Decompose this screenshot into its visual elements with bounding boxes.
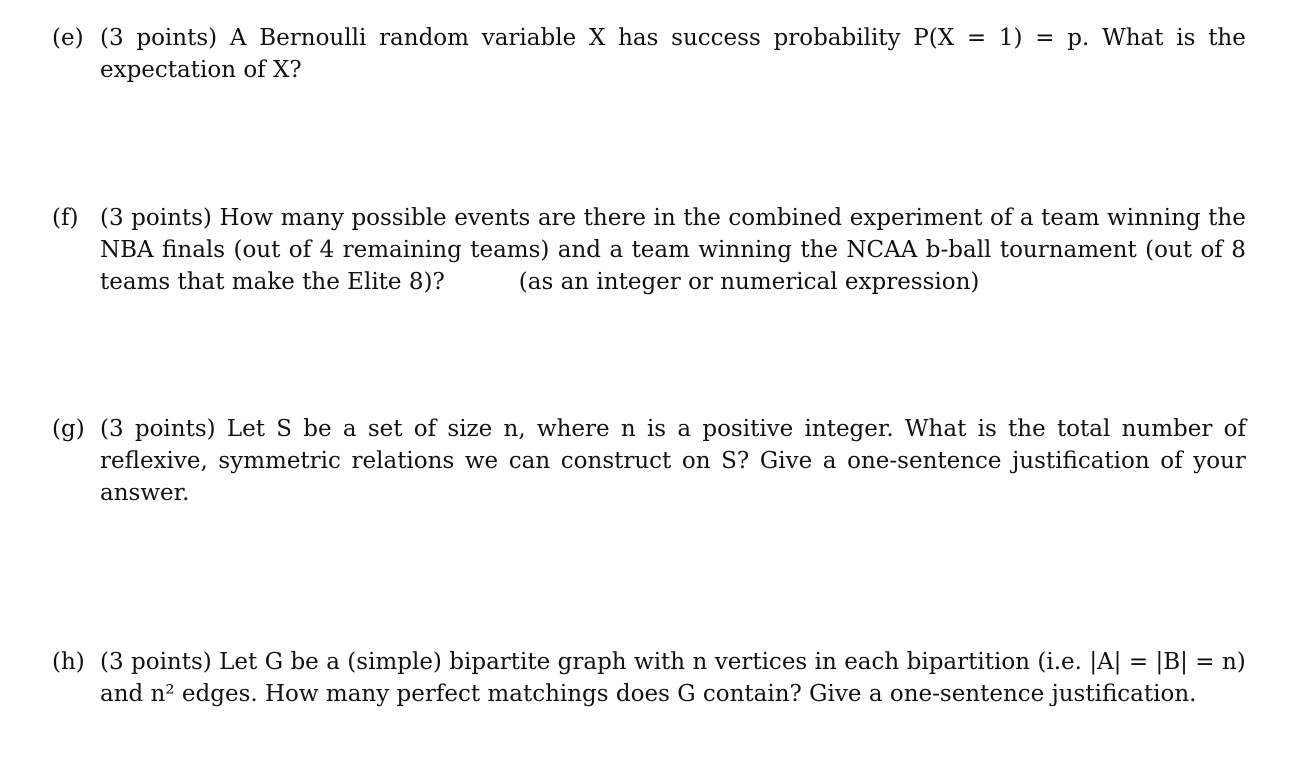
problem-line: NBA finals (out of 4 remaining teams) and a team winning the NCAA b-ball tournament (out of 8 — [100, 237, 1246, 263]
problem-g — [52, 413, 1246, 509]
problem-line-with-hint — [100, 266, 1246, 298]
problem-line: (3 points) How many possible events are there in the combined experiment of a team winning the — [100, 205, 1246, 231]
problem-f — [52, 202, 1246, 298]
problem-line: reflexive, symmetric relations we can construct on S? Give a one-sentence justification of your — [100, 448, 1246, 474]
problem-e — [52, 22, 1246, 86]
problem-line: teams that make the Elite 8)? — [100, 269, 445, 295]
problem-line: (3 points) Let S be a set of size n, where n is a positive integer. What is the total number of — [100, 416, 1246, 442]
problem-label: (f) — [52, 205, 79, 231]
problem-label: (e) — [52, 25, 84, 51]
problem-line: (3 points) A Bernoulli random variable X has success probability P(X = 1) = p. What is the — [100, 25, 1246, 51]
problem-label: (g) — [52, 416, 85, 442]
problem-line: answer. — [100, 480, 190, 506]
problem-line: expectation of X? — [100, 57, 302, 83]
problem-label: (h) — [52, 649, 85, 675]
problem-text — [100, 646, 1246, 710]
problem-text — [100, 202, 1246, 298]
problem-line: and n² edges. How many perfect matchings does G contain? Give a one-sentence justification. — [100, 681, 1197, 707]
problem-line: (3 points) Let G be a (simple) bipartite graph with n vertices in each bipartition (i.e. |A| = |B| = n) — [100, 649, 1246, 675]
problem-h — [52, 646, 1246, 710]
problem-text — [100, 413, 1246, 509]
answer-format-hint: (as an integer or numerical expression) — [518, 269, 980, 295]
problem-text — [100, 22, 1246, 86]
